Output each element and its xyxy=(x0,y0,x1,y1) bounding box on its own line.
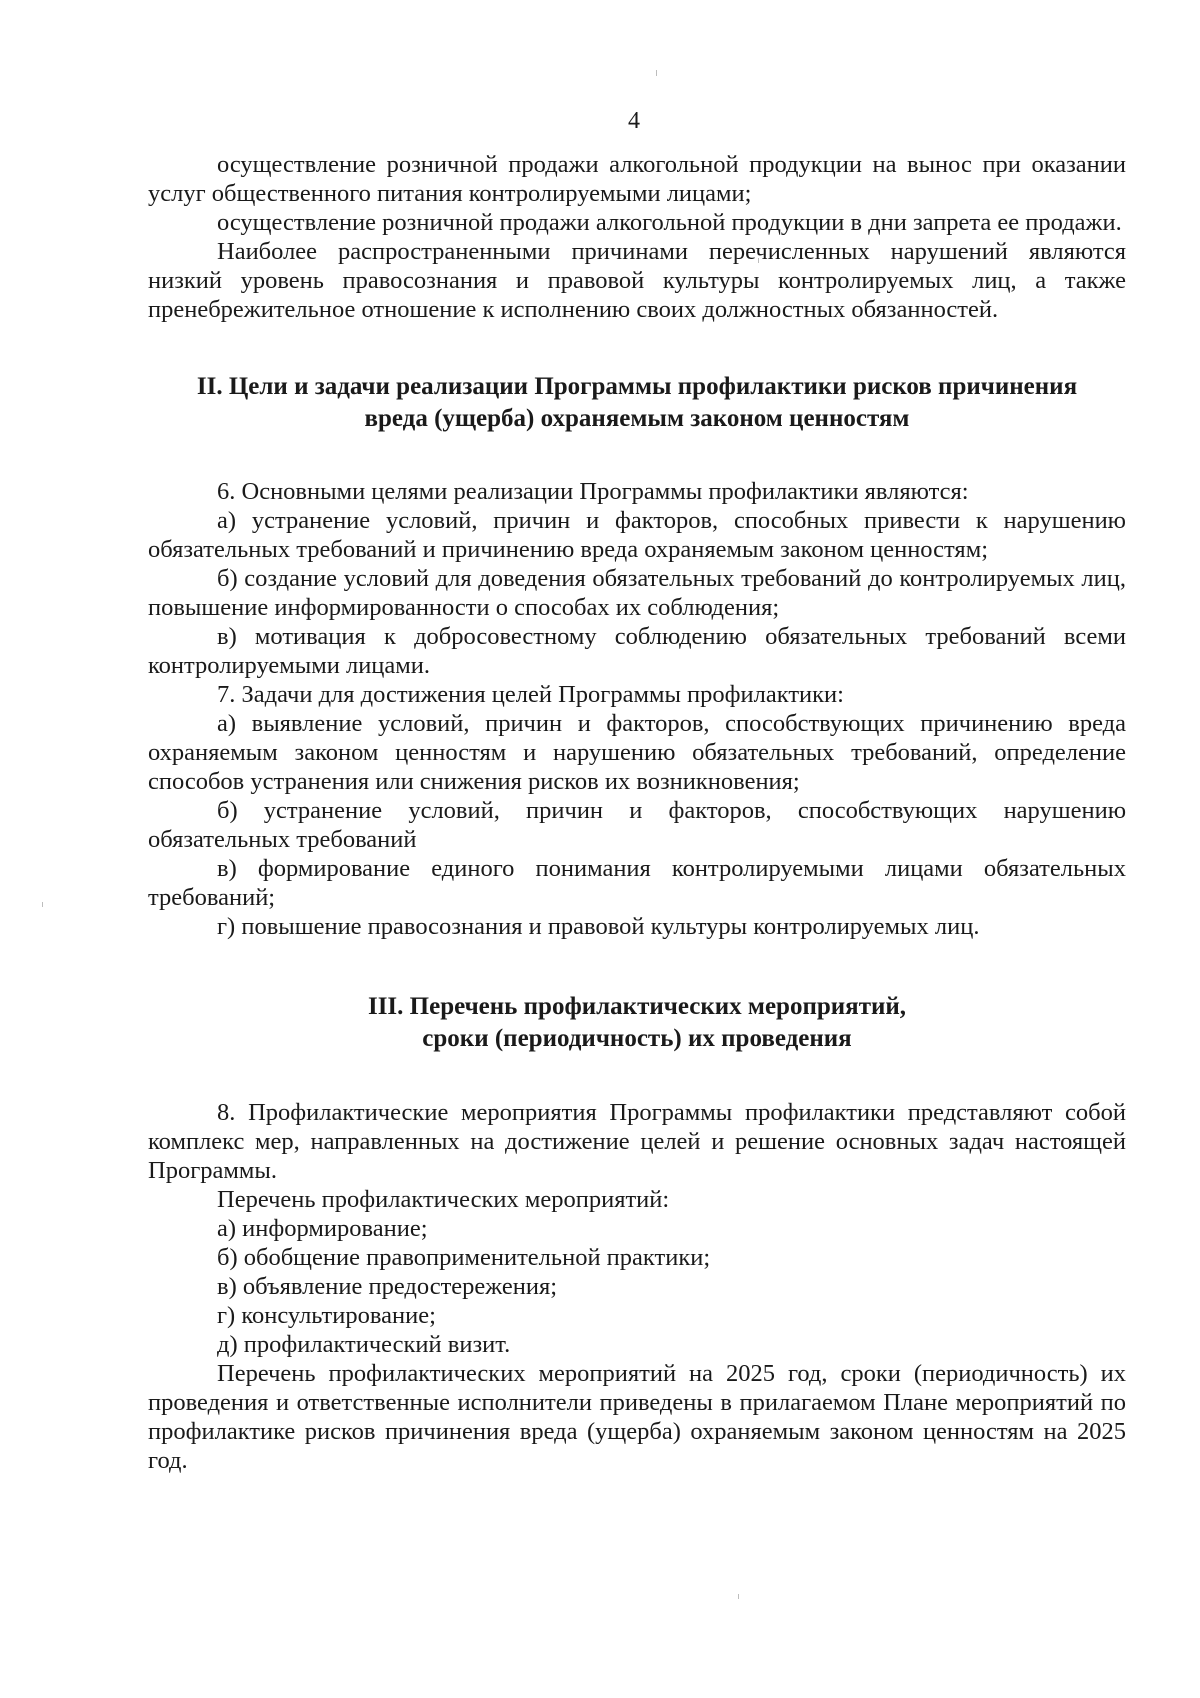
paragraph: 6. Основными целями реализации Программы профилактики являются: xyxy=(217,478,969,505)
heading-line: II. Цели и задачи реализации Программы профилактики рисков причинения xyxy=(196,373,1078,400)
scan-artifact xyxy=(42,902,43,907)
paragraph: осуществление розничной продажи алкогольной продукции на вынос при оказании услуг общественного питания контролируемыми лицами; xyxy=(148,151,1126,207)
paragraph: Перечень профилактических мероприятий на 2025 год, сроки (периодичность) их проведения и ответственные исполнители приведены в прилагаемом Плане мероприятий по профилактике рисков причинения вреда (ущерба) охраняемым законом ценностям на 2025 год. xyxy=(148,1360,1126,1474)
list-item: а) выявление условий, причин и факторов, способствующих причинению вреда охраняемым законом ценностям и нарушению обязательных требований, определение способов устранения или снижения рисков их возникновения; xyxy=(148,710,1126,795)
paragraph: Наиболее распространенными причинами перечисленных нарушений являются низкий уровень правосознания и правовой культуры контролируемых лиц, а также пренебрежительное отношение к исполнению своих должностных обязанностей. xyxy=(148,238,1126,323)
heading-line: III. Перечень профилактических мероприятий, xyxy=(367,993,907,1020)
list-item: а) устранение условий, причин и факторов, способных привести к нарушению обязательных требований и причинению вреда охраняемым законом ценностям; xyxy=(148,507,1126,563)
list-item: б) обобщение правоприменительной практики; xyxy=(217,1244,711,1271)
section-heading-3 xyxy=(148,991,1126,1055)
list-item: в) мотивация к добросовестному соблюдению обязательных требований всеми контролируемыми лицами. xyxy=(148,623,1126,679)
list-item: в) формирование единого понимания контролируемыми лицами обязательных требований; xyxy=(148,855,1126,911)
heading-line: сроки (периодичность) их проведения xyxy=(422,1025,852,1052)
list-title: Перечень профилактических мероприятий: xyxy=(217,1186,670,1213)
heading-line: вреда (ущерба) охраняемым законом ценностям xyxy=(364,405,910,432)
paragraph: осуществление розничной продажи алкогольной продукции в дни запрета ее продажи. xyxy=(217,209,1122,236)
section-heading-2 xyxy=(148,371,1126,435)
list-item: а) информирование; xyxy=(217,1215,428,1242)
list-item: г) повышение правосознания и правовой культуры контролируемых лиц. xyxy=(217,913,980,940)
scan-artifact xyxy=(656,70,657,76)
paragraph: 7. Задачи для достижения целей Программы профилактики: xyxy=(217,681,844,708)
list-item: в) объявление предостережения; xyxy=(217,1273,558,1300)
list-item: г) консультирование; xyxy=(217,1302,436,1329)
paragraph: 8. Профилактические мероприятия Программы профилактики представляют собой комплекс мер, направленных на достижение целей и решение основных задач настоящей Программы. xyxy=(148,1099,1126,1184)
scan-artifact xyxy=(738,1594,739,1599)
page-number: 4 xyxy=(628,108,640,134)
list-item: б) создание условий для доведения обязательных требований до контролируемых лиц, повышение информированности о способах их соблюдения; xyxy=(148,565,1126,621)
document-body xyxy=(148,150,1126,1475)
list-item: д) профилактический визит. xyxy=(217,1331,511,1358)
list-item: б) устранение условий, причин и факторов, способствующих нарушению обязательных требований xyxy=(148,797,1126,853)
